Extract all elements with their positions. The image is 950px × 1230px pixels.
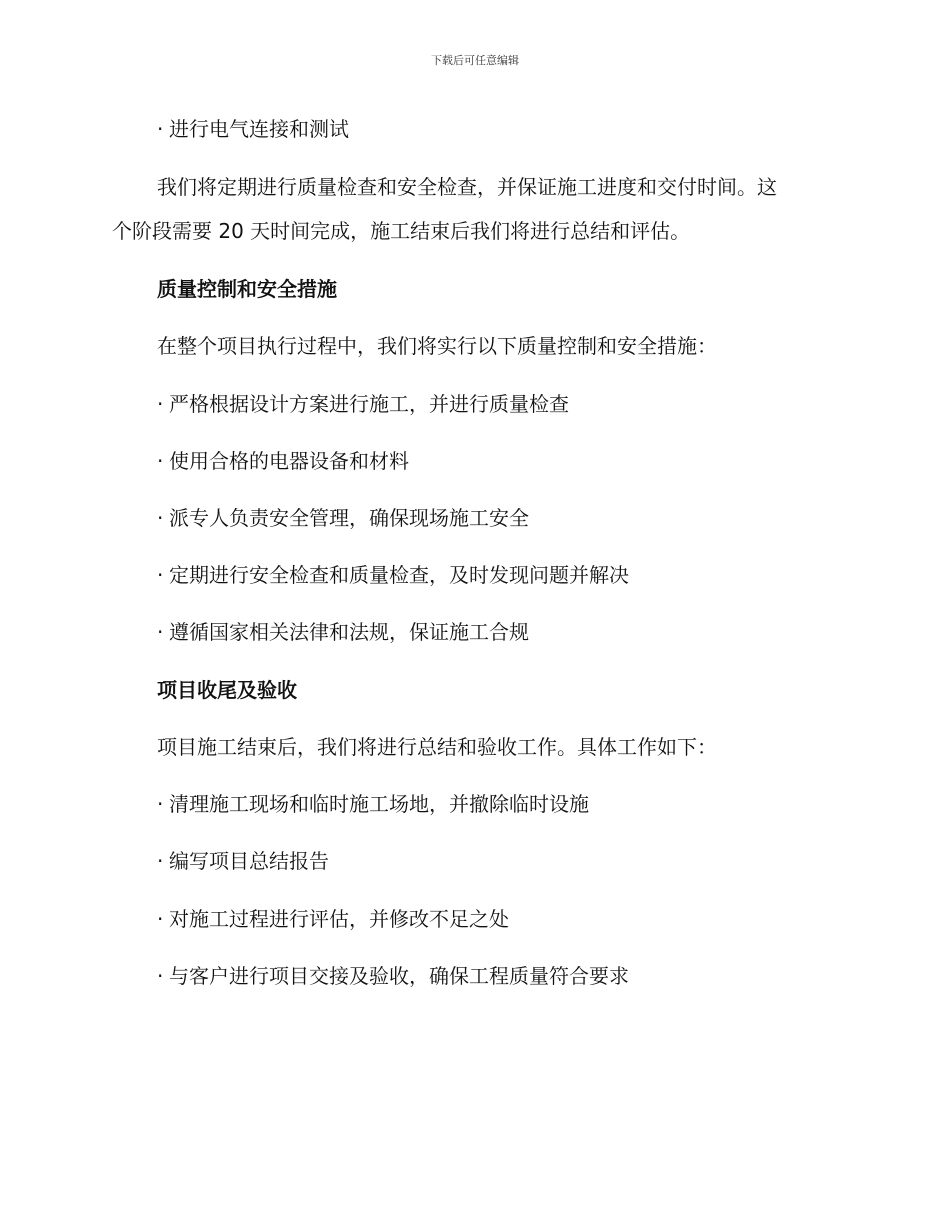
bullet-item <box>157 503 529 533</box>
bullet-symbol: · <box>157 563 164 587</box>
page-header: 下载后可任意编辑 <box>431 54 519 67</box>
bullet-symbol: · <box>157 506 164 530</box>
paragraph-line: 在整个项目执行过程中，我们将实行以下质量控制和安全措施： <box>157 334 717 358</box>
bullet-item <box>157 560 629 590</box>
bullet-symbol: · <box>157 849 164 873</box>
bullet-text: 编写项目总结报告 <box>169 849 329 873</box>
bullet-symbol: · <box>157 620 164 644</box>
bullet-symbol: · <box>157 117 164 141</box>
section-heading: 项目收尾及验收 <box>157 678 297 702</box>
bullet-text: 遵循国家相关法律和法规，保证施工合规 <box>169 620 529 644</box>
bullet-symbol: · <box>157 449 164 473</box>
bullet-item <box>157 389 569 419</box>
paragraph-line: 项目施工结束后，我们将进行总结和验收工作。具体工作如下： <box>157 735 717 759</box>
bullet-item <box>157 446 409 476</box>
bullet-text: 使用合格的电器设备和材料 <box>169 449 409 473</box>
paragraph-line: 我们将定期进行质量检查和安全检查，并保证施工进度和交付时间。这 <box>157 175 777 199</box>
bullet-symbol: · <box>157 907 164 931</box>
bullet-symbol: · <box>157 964 164 988</box>
section-heading: 质量控制和安全措施 <box>157 277 337 301</box>
bullet-item <box>157 617 529 647</box>
bullet-text: 严格根据设计方案进行施工，并进行质量检查 <box>169 392 569 416</box>
bullet-text: 进行电气连接和测试 <box>169 117 349 141</box>
bullet-item <box>157 114 349 144</box>
bullet-item <box>157 961 629 991</box>
bullet-item <box>157 846 329 876</box>
bullet-symbol: · <box>157 792 164 816</box>
bullet-item <box>157 789 589 819</box>
bullet-text: 定期进行安全检查和质量检查，及时发现问题并解决 <box>169 563 629 587</box>
paragraph-line: 个阶段需要 20 天时间完成，施工结束后我们将进行总结和评估。 <box>112 219 691 243</box>
bullet-text: 对施工过程进行评估，并修改不足之处 <box>169 907 509 931</box>
bullet-text: 与客户进行项目交接及验收，确保工程质量符合要求 <box>169 964 629 988</box>
bullet-item <box>157 904 509 934</box>
bullet-symbol: · <box>157 392 164 416</box>
bullet-text: 清理施工现场和临时施工场地，并撤除临时设施 <box>169 792 589 816</box>
bullet-text: 派专人负责安全管理，确保现场施工安全 <box>169 506 529 530</box>
